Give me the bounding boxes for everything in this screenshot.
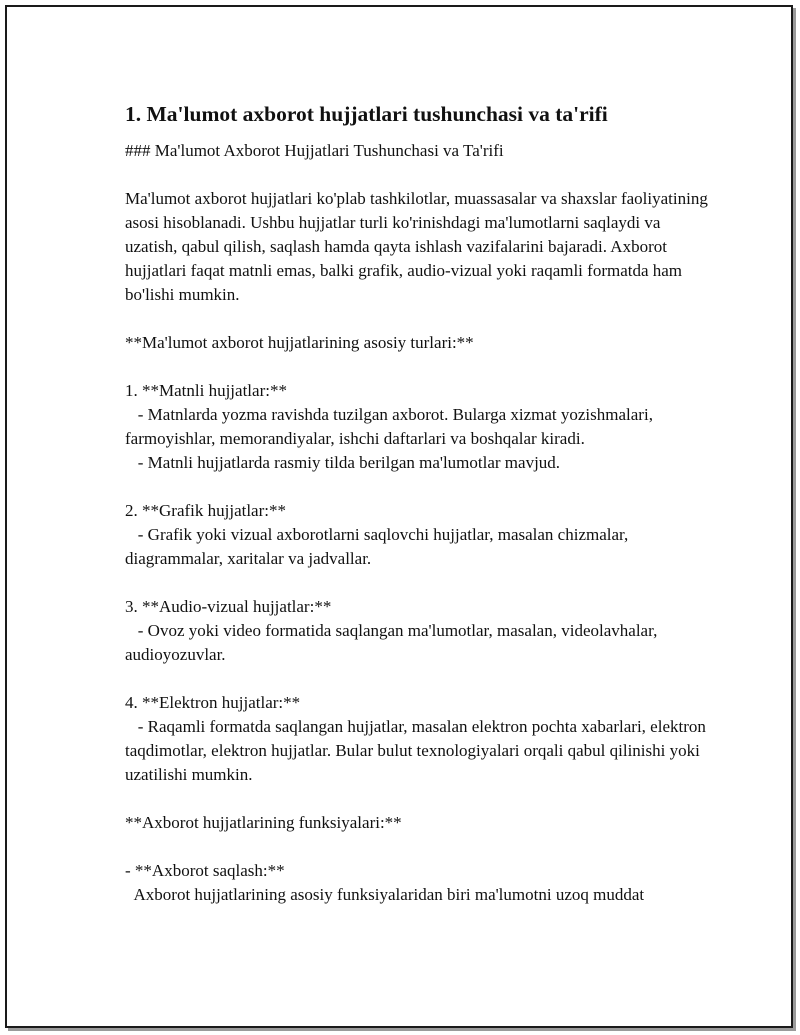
type-section	[125, 691, 715, 787]
type-heading: 4. **Elektron hujjatlar:**	[125, 693, 301, 712]
type-point: - Matnlarda yozma ravishda tuzilgan axborot. Bularga xizmat yozishmalari, farmoyishlar, memorandiyalar, ishchi daftarlari va boshqalar kiradi.	[125, 405, 658, 448]
document-title: 1. Ma'lumot axborot hujjatlari tushunchasi va ta'rifi	[125, 102, 608, 126]
type-point: - Ovoz yoki video formatida saqlangan ma'lumotlar, masalan, videolavhalar, audioyozuvlar.	[125, 621, 662, 664]
type-heading: 1. **Matnli hujjatlar:**	[125, 381, 287, 400]
type-point: - Raqamli formatda saqlangan hujjatlar, masalan elektron pochta xabarlari, elektron taqdimotlar, elektron hujjatlar. Bular bulut texnologiyalari orqali qabul qilinishi yoki uzatilishi mumkin.	[125, 717, 711, 784]
type-heading: 3. **Audio-vizual hujjatlar:**	[125, 597, 332, 616]
type-section	[125, 595, 715, 667]
document-body	[125, 99, 715, 907]
type-section	[125, 499, 715, 571]
type-point: - Grafik yoki vizual axborotlarni saqlovchi hujjatlar, masalan chizmalar, diagrammalar, xaritalar va jadvallar.	[125, 525, 633, 568]
functions-heading: **Axborot hujjatlarining funksiyalari:**	[125, 813, 402, 832]
type-section	[125, 379, 715, 475]
function-heading: - **Axborot saqlash:**	[125, 861, 285, 880]
type-heading: 2. **Grafik hujjatlar:**	[125, 501, 286, 520]
document-subtitle: ### Ma'lumot Axborot Hujjatlari Tushunchasi va Ta'rifi	[125, 141, 504, 160]
function-point: Axborot hujjatlarining asosiy funksiyalaridan biri ma'lumotni uzoq muddat	[125, 885, 645, 904]
intro-paragraph: Ma'lumot axborot hujjatlari ko'plab tashkilotlar, muassasalar va shaxslar faoliyatining asosi hisoblanadi. Ushbu hujjatlar turli ko'rinishdagi ma'lumotlarni saqlaydi va uzatish, qabul qilish, saqlash hamda qayta ishlash vazifalarini bajaradi. Axborot hujjatlari faqat matnli emas, balki grafik, audio-vizual yoki raqamli formatda ham bo'lishi mumkin.	[125, 189, 708, 304]
type-point: - Matnli hujjatlarda rasmiy tilda berilgan ma'lumotlar mavjud.	[125, 453, 561, 472]
types-heading: **Ma'lumot axborot hujjatlarining asosiy turlari:**	[125, 333, 474, 352]
function-section	[125, 859, 715, 907]
page	[5, 5, 793, 1028]
